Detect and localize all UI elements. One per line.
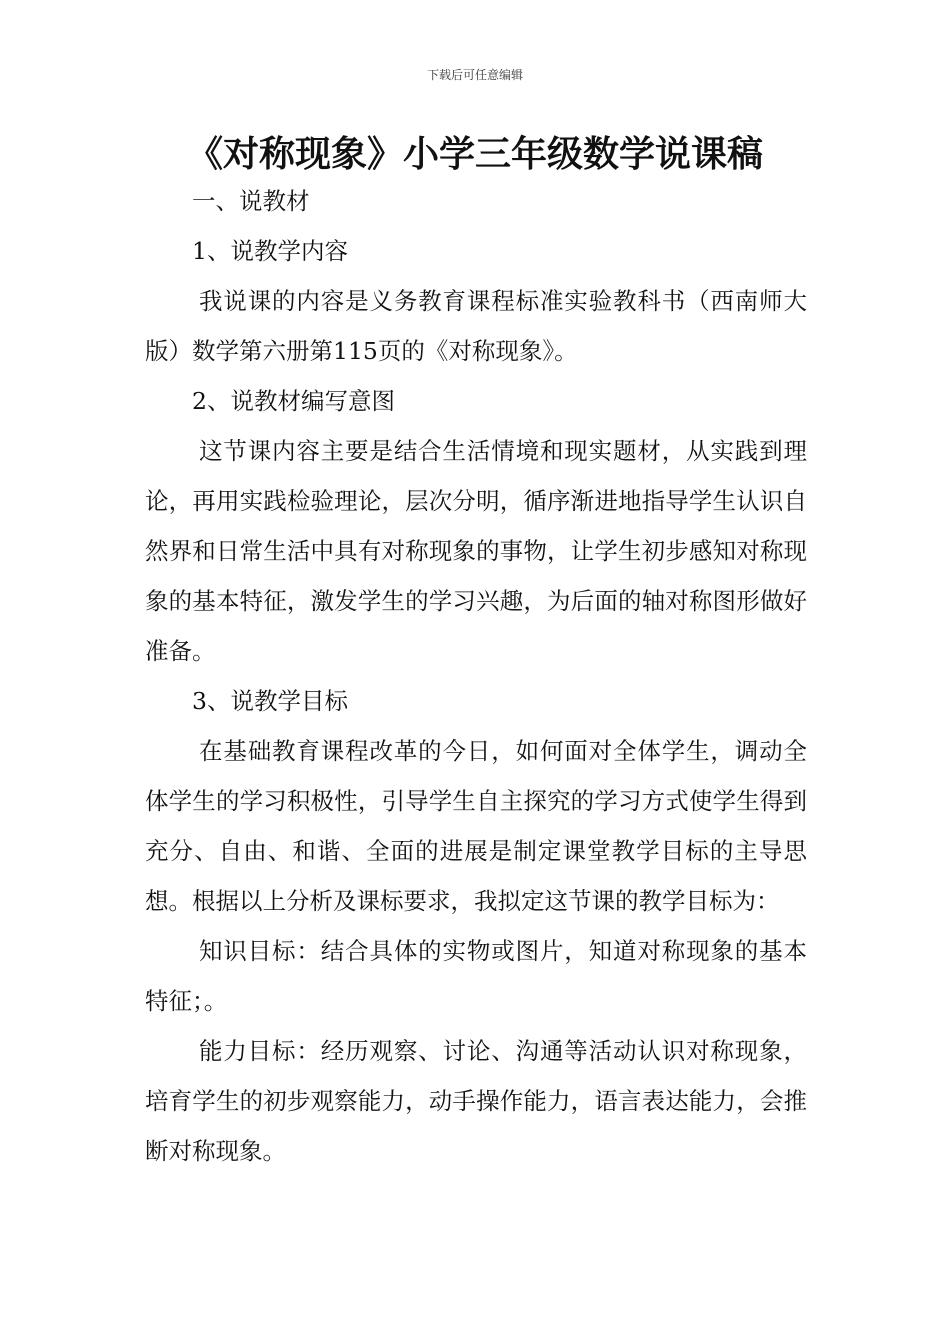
subheading-material-intent: 2、说教材编写意图 (192, 387, 395, 415)
paragraph-teaching-content: 我说课的内容是义务教育课程标准实验教科书（西南师大版）数学第六册第115页的《对称现象》。 (145, 287, 807, 365)
header-note: 下载后可任意编辑 (426, 68, 523, 82)
document-body (145, 176, 807, 1176)
paragraph-teaching-goals: 在基础教育课程改革的今日，如何面对全体学生，调动全体学生的学习积极性，引导学生自主探究的学习方式使学生得到充分、自由、和谐、全面的进展是制定课堂教学目标的主导思想。根据以上分析及课标要求，我拟定这节课的教学目标为： (145, 737, 807, 915)
section-heading-teaching-material: 一、说教材 (192, 187, 310, 215)
paragraph-material-intent: 这节课内容主要是结合生活情境和现实题材，从实践到理论，再用实践检验理论，层次分明，循序渐进地指导学生认识自然界和日常生活中具有对称现象的事物，让学生初步感知对称现象的基本特征，激发学生的学习兴趣，为后面的轴对称图形做好准备。 (145, 437, 807, 665)
document-title: 《对称现象》小学三年级数学说课稿 (186, 134, 763, 175)
paragraph-knowledge-goal: 知识目标：结合具体的实物或图片，知道对称现象的基本特征；。 (145, 937, 807, 1015)
paragraph-ability-goal: 能力目标：经历观察、讨论、沟通等活动认识对称现象，培育学生的初步观察能力，动手操作能力，语言表达能力，会推断对称现象。 (145, 1037, 807, 1165)
subheading-teaching-goals: 3、说教学目标 (192, 687, 348, 715)
subheading-teaching-content: 1、说教学内容 (192, 237, 348, 265)
